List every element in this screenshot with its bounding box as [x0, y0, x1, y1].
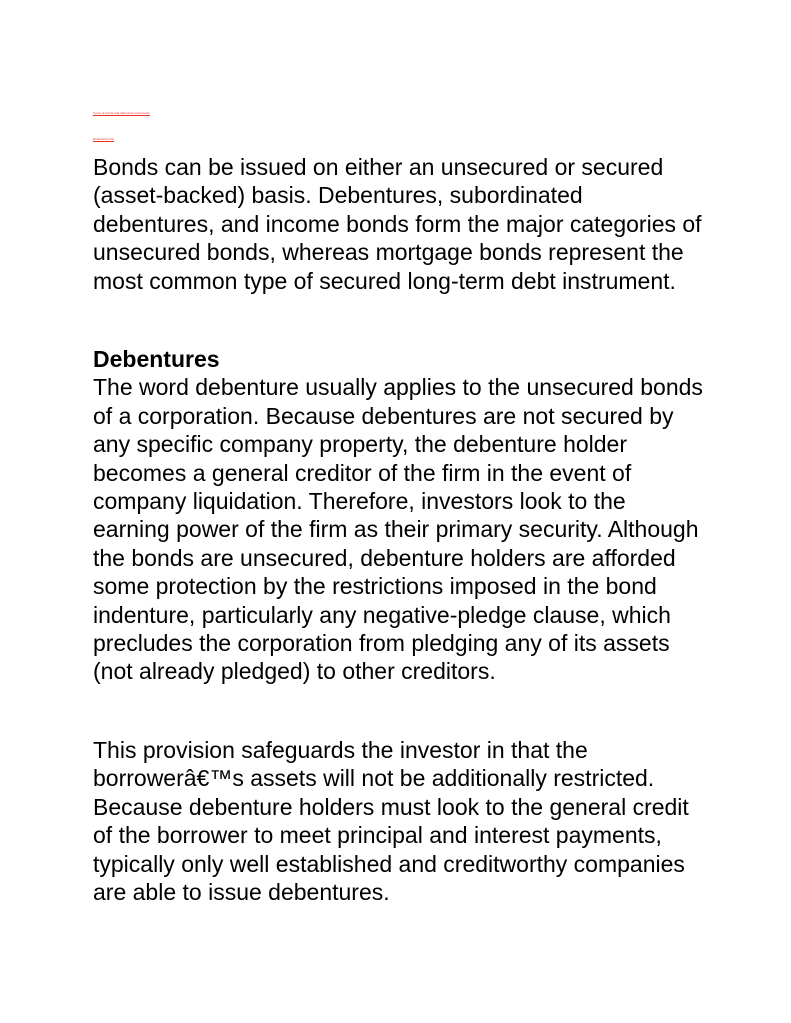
header-link-top[interactable]: Types of bonds and debenture instruments	[93, 111, 150, 115]
closing-paragraph: This provision safeguards the investor in that the borrowerâ€™s assets will not be additionally restricted. Because debenture holders must look to the general credit of the borrower to meet principal and interest payments, typically only well established and creditworthy companies are able to issue debentures.	[93, 737, 689, 906]
debentures-section	[93, 345, 703, 686]
section-heading: Debentures	[93, 346, 220, 372]
header-link-secondary[interactable]: Debentures info	[93, 137, 115, 141]
intro-paragraph: Bonds can be issued on either an unsecured or secured (asset-backed) basis. Debentures, subordinated debentures, and income bonds form the major categories of unsecured bonds, whereas mortgage bonds represent the most common type of secured long-term debt instrument.	[93, 154, 702, 294]
section-paragraph: The word debenture usually applies to the unsecured bonds of a corporation. Because debentures are not secured by any specific company property, the debenture holder becomes a general creditor of the firm in the event of company liquidation. Therefore, investors look to the earning power of the firm as their primary security. Although the bonds are unsecured, debenture holders are afforded some protection by the restrictions imposed in the bond indenture, particularly any negative-pledge clause, which precludes the corporation from pledging any of its assets (not already pledged) to other creditors.	[93, 374, 703, 685]
